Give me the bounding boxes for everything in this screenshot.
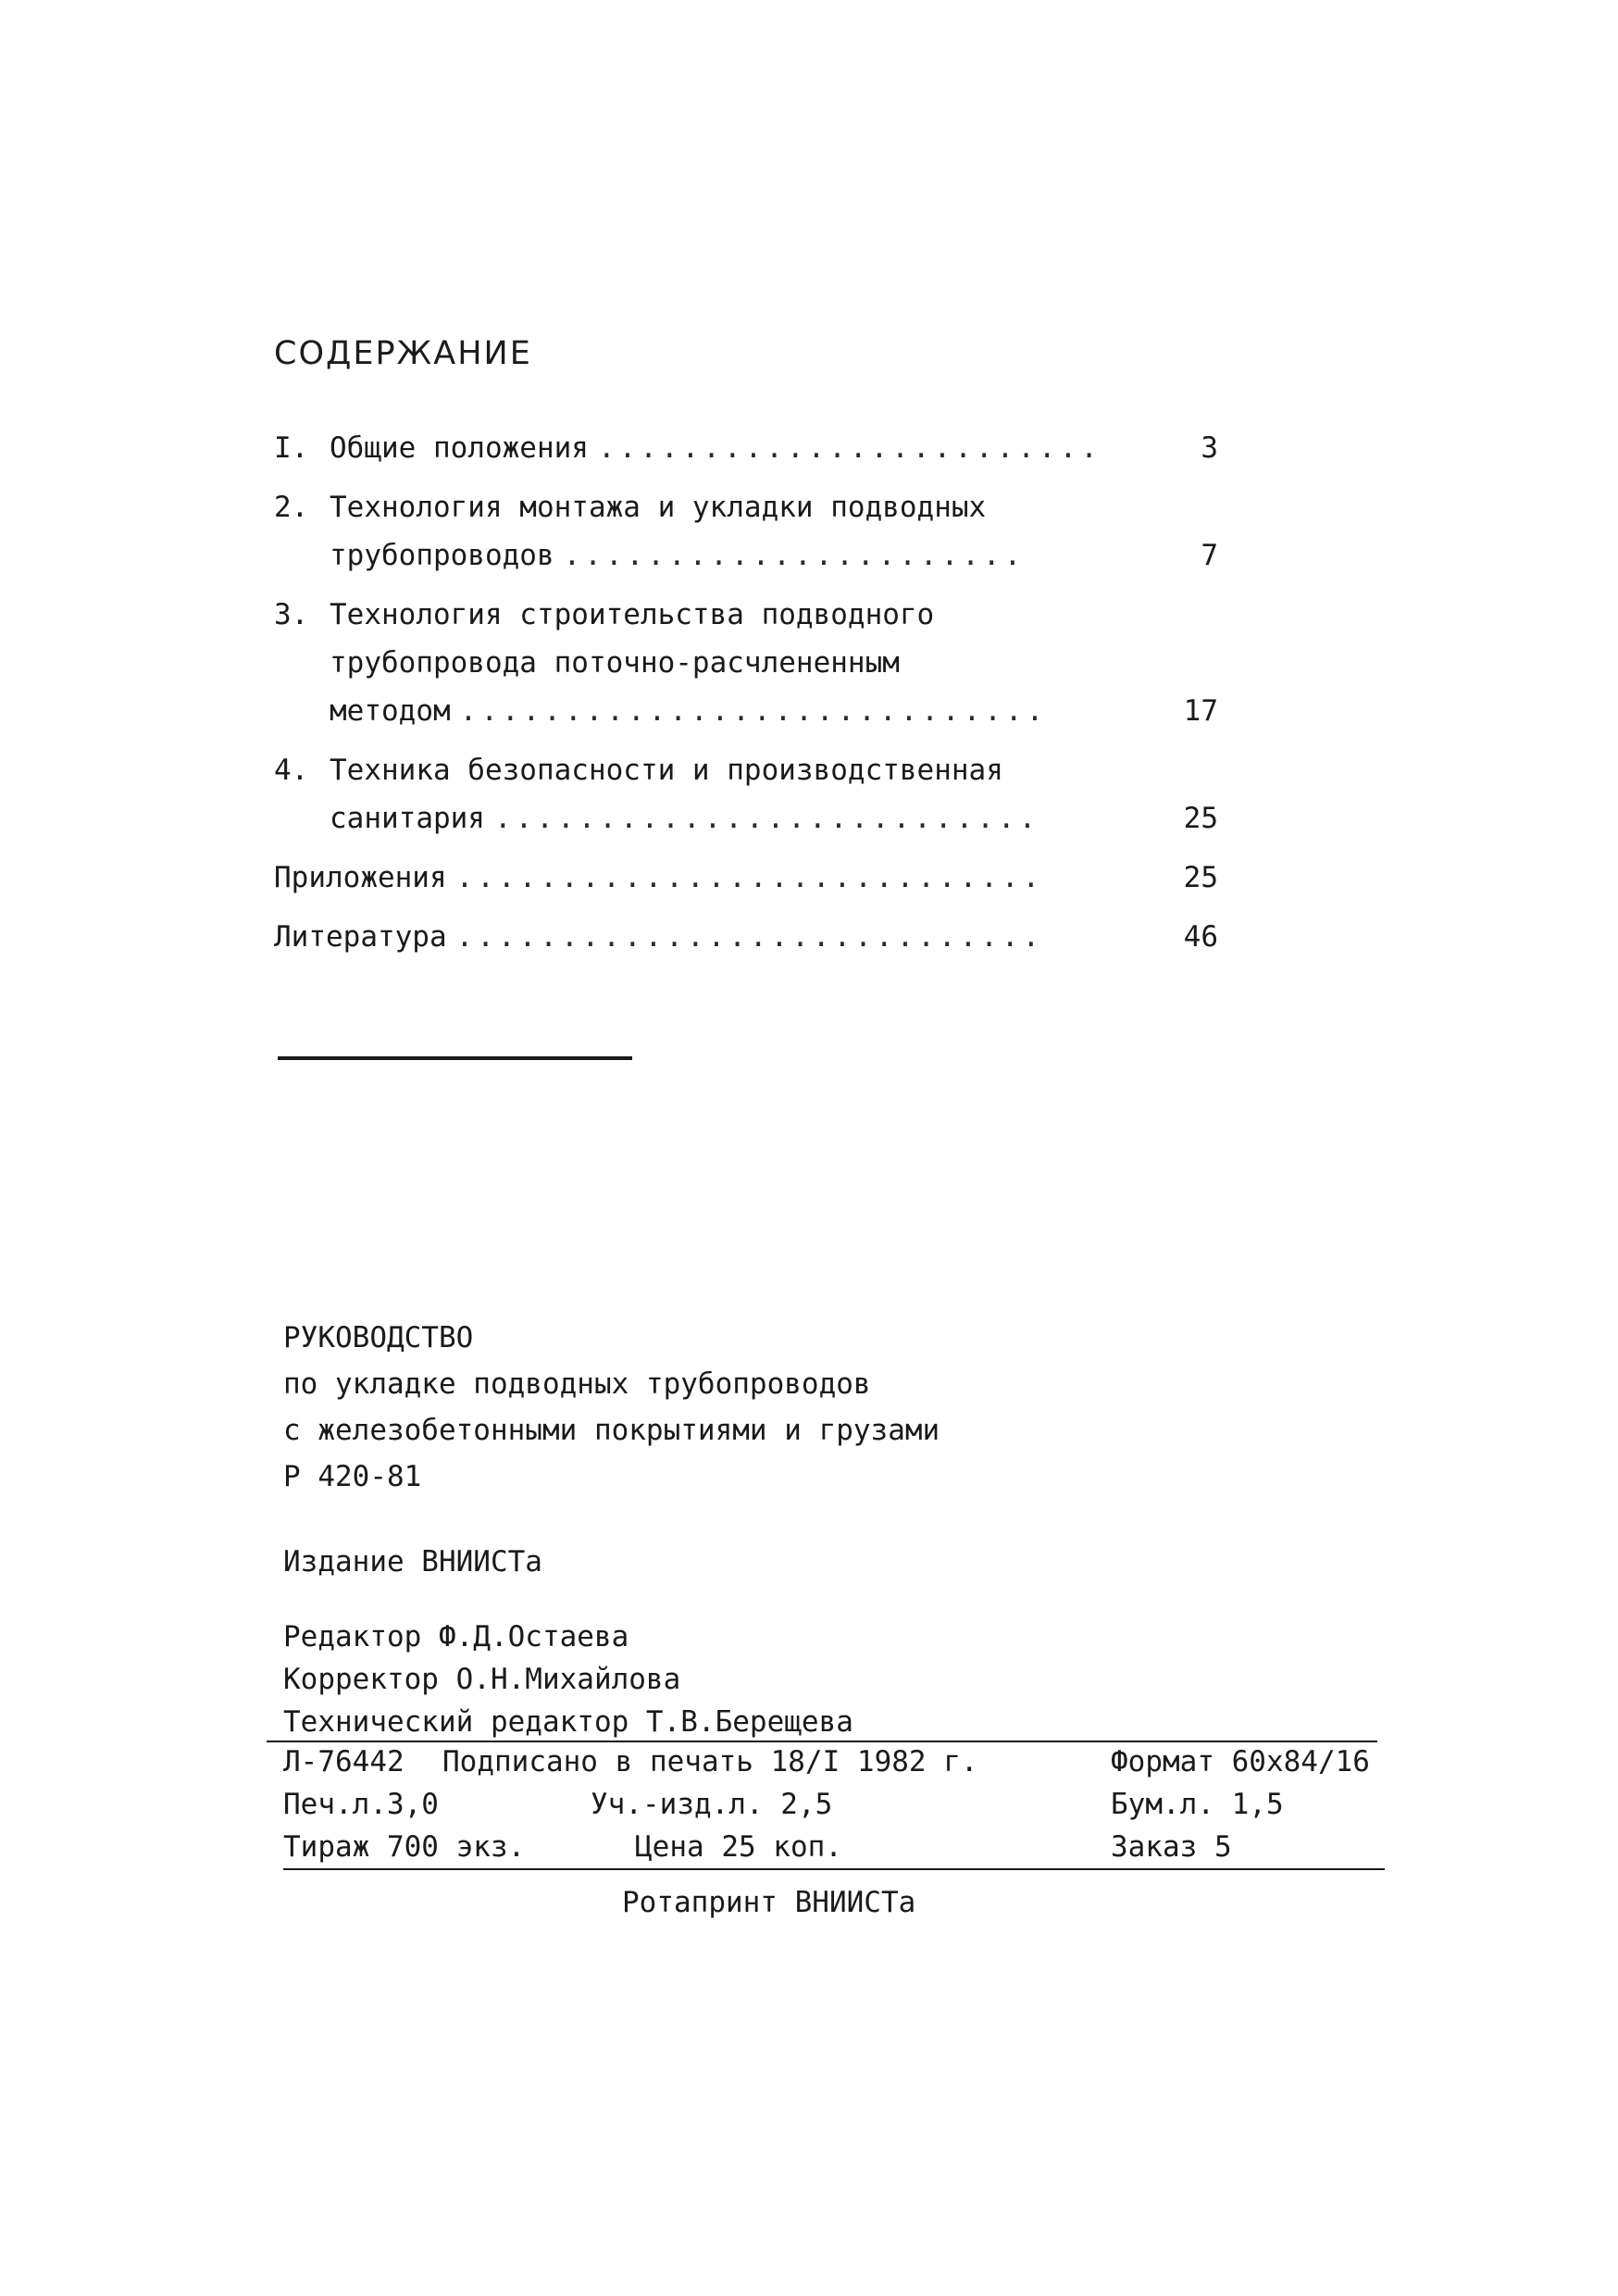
toc-entry-2 xyxy=(274,483,1218,580)
imprint-bottom-rule xyxy=(283,1868,1385,1870)
toc-entry-1-number: I. xyxy=(274,431,309,465)
toc-entry-2-title-last: трубопроводов xyxy=(330,539,554,572)
toc-entry-2-number: 2. xyxy=(274,491,309,524)
imprint-document-code: Р 420-81 xyxy=(283,1460,422,1493)
toc-entry-1 xyxy=(274,424,1218,472)
toc-entry-3-title-last: методом xyxy=(330,694,451,728)
toc-entry-3-page: 17 xyxy=(1183,694,1218,728)
toc-entry-4-leader: .......................... xyxy=(493,802,1040,835)
toc-entry-3 xyxy=(274,591,1218,735)
toc-entry-3-title-line-2: трубопровода поточно-расчлененным xyxy=(330,646,900,680)
toc-entry-4-title-line-1: Техника безопасности и производственная xyxy=(330,754,1003,787)
publication-publisher-sheets: Уч.-изд.л. 2,5 xyxy=(591,1788,833,1821)
publication-print-sheets: Печ.л.3,0 xyxy=(283,1788,439,1821)
section-divider xyxy=(278,1056,632,1060)
imprint-editor: Редактор Ф.Д.Остаева xyxy=(283,1620,629,1653)
publication-price: Цена 25 коп. xyxy=(635,1830,842,1864)
toc-entry-literature-title: Литература xyxy=(274,920,447,954)
toc-entry-2-page: 7 xyxy=(1201,539,1218,572)
toc-entry-4-number: 4. xyxy=(274,754,309,787)
toc-entry-literature-leader: ............................ xyxy=(455,920,1044,954)
imprint-edition: Издание ВНИИСТа xyxy=(283,1545,542,1578)
toc-entry-literature xyxy=(274,913,1218,961)
publication-order-code: Л-76442 xyxy=(283,1745,404,1778)
toc-entry-2-title-line-1: Технология монтажа и укладки подводных xyxy=(330,491,987,524)
toc-entry-appendices-row xyxy=(274,854,1218,902)
imprint-technical-editor: Технический редактор Т.В.Берещева xyxy=(283,1705,853,1739)
publication-row-1 xyxy=(283,1741,1385,1783)
publication-row-3 xyxy=(283,1826,1385,1868)
imprint-subtitle-line-1: по укладке подводных трубопроводов xyxy=(283,1367,871,1401)
publication-details xyxy=(283,1741,1385,1868)
imprint-title: РУКОВОДСТВО xyxy=(283,1321,474,1354)
imprint-title-block xyxy=(283,1315,940,1500)
toc-entry-appendices-leader: ............................ xyxy=(455,861,1044,894)
toc-entry-3-row xyxy=(274,687,1218,735)
publication-row-2 xyxy=(283,1783,1385,1826)
toc-entry-2-leader: ...................... xyxy=(563,539,1026,572)
toc-entry-4-title-last: санитария xyxy=(330,802,485,835)
toc-entry-3-title-line-1: Технология строительства подводного xyxy=(330,598,935,631)
toc-entry-1-leader: ........................ xyxy=(597,431,1101,465)
publication-print-run: Тираж 700 экз. xyxy=(283,1830,526,1864)
toc-entry-literature-row xyxy=(274,913,1218,961)
toc-entry-literature-page: 46 xyxy=(1183,920,1218,954)
publication-format: Формат 60х84/16 xyxy=(1111,1745,1370,1778)
publication-signed-date: Подписано в печать 18/I 1982 г. xyxy=(442,1745,978,1778)
imprint-staff xyxy=(283,1616,853,1743)
toc-entry-1-page: 3 xyxy=(1201,431,1218,465)
publication-paper-sheets: Бум.л. 1,5 xyxy=(1111,1788,1284,1821)
toc-entry-2-row xyxy=(274,531,1218,580)
toc-entry-4-row xyxy=(274,794,1218,842)
toc-entry-3-leader: ............................ xyxy=(459,694,1048,728)
imprint-proofreader: Корректор О.Н.Михайлова xyxy=(283,1663,681,1696)
toc-entry-4-page: 25 xyxy=(1183,802,1218,835)
toc-entry-appendices xyxy=(274,854,1218,902)
toc-entry-4 xyxy=(274,746,1218,842)
toc-entry-appendices-title: Приложения xyxy=(274,861,447,894)
publication-order-number: Заказ 5 xyxy=(1111,1830,1232,1864)
toc-entry-appendices-page: 25 xyxy=(1183,861,1218,894)
toc-entry-3-number: 3. xyxy=(274,598,309,631)
imprint-printer: Ротапринт ВНИИСТа xyxy=(622,1886,916,1919)
toc-entry-1-title: Общие положения xyxy=(330,431,589,465)
imprint-subtitle-line-2: с железобетонными покрытиями и грузами xyxy=(283,1414,940,1447)
table-of-contents xyxy=(274,424,1218,972)
toc-entry-1-row xyxy=(274,424,1218,472)
contents-heading: СОДЕРЖАНИЕ xyxy=(274,335,532,372)
